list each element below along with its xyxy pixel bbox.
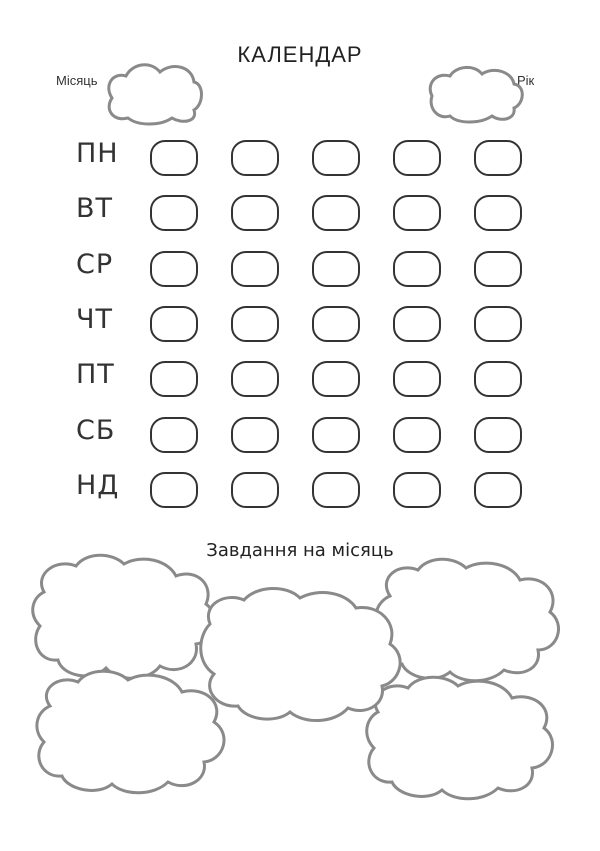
year-label: Рік bbox=[517, 73, 535, 88]
day-label: СР bbox=[76, 248, 114, 280]
day-label: СБ bbox=[76, 414, 116, 446]
day-label: ВТ bbox=[76, 193, 114, 225]
tasks-title: Завдання на місяць bbox=[206, 540, 394, 561]
day-label: ЧТ bbox=[76, 303, 114, 335]
task-cloud bbox=[367, 677, 553, 799]
task-cloud bbox=[201, 588, 400, 720]
day-label: НД bbox=[76, 469, 120, 501]
page-title: КАЛЕНДАР bbox=[237, 42, 363, 67]
day-label: ПН bbox=[76, 138, 119, 169]
month-label: Місяць bbox=[56, 73, 98, 88]
task-cloud bbox=[33, 555, 215, 678]
task-cloud bbox=[376, 559, 558, 681]
day-label: ПТ bbox=[76, 359, 115, 391]
task-cloud bbox=[37, 671, 224, 793]
